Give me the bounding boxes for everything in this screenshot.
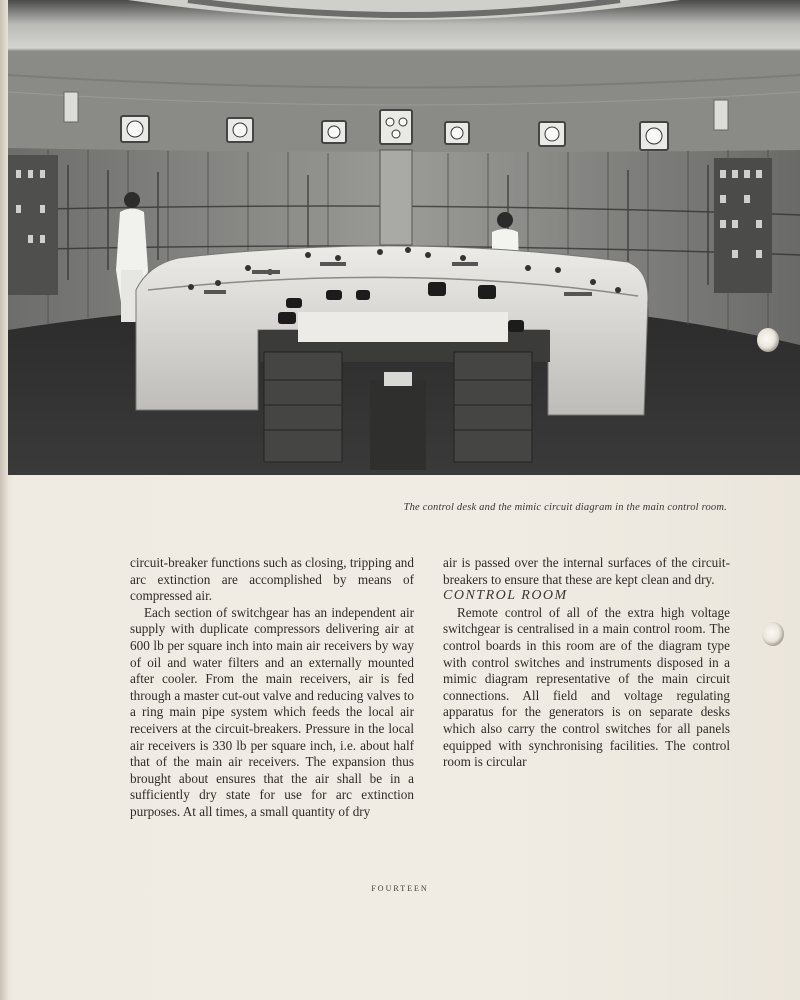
body-paragraph: air is passed over the internal surfaces of the circuit-breakers to ensure that these are kept clean and dry. [443,555,730,587]
binder-hole [762,622,784,646]
photo-caption: The control desk and the mimic circuit diagram in the main control room. [403,502,727,513]
page-binding-edge [0,0,8,1000]
text-column-left [130,555,414,821]
control-room-photograph [8,0,800,475]
binder-hole [757,328,779,352]
text-column-right [443,555,730,771]
page-number: FOURTEEN [371,884,429,893]
body-paragraph: Remote control of all of the extra high voltage switchgear is centralised in a main control room. The control boards in this room are of the diagram type with control switches and instruments disposed in a mimic diagram representative of the main circuit connections. All field and voltage regulating apparatus for the generators is on separate desks which also carry the control switches for all panels equipped with synchronising facilities. The control room is circular [443,604,730,770]
section-heading: CONTROL ROOM [443,588,568,604]
body-paragraph: circuit-breaker functions such as closing, tripping and arc extinction are accomplished by means of compressed air. [130,555,414,604]
body-paragraph: Each section of switchgear has an independent air supply with duplicate compressors delivering air at 600 lb per square inch into main air receivers by way of oil and water filters and an externally mounted after cooler. From the main receivers, air is fed through a master cut-out valve and reducing valves to a ring main pipe system which feeds the local air receivers at the circuit-breakers. Pressure in the local air receivers is 330 lb per square inch, i.e. about half that of the main air receivers. The expansion thus brought about ensures that the air shall be in a sufficiently dry state for use for arc extinction purposes. At all times, a small quantity of dry [130,604,414,819]
